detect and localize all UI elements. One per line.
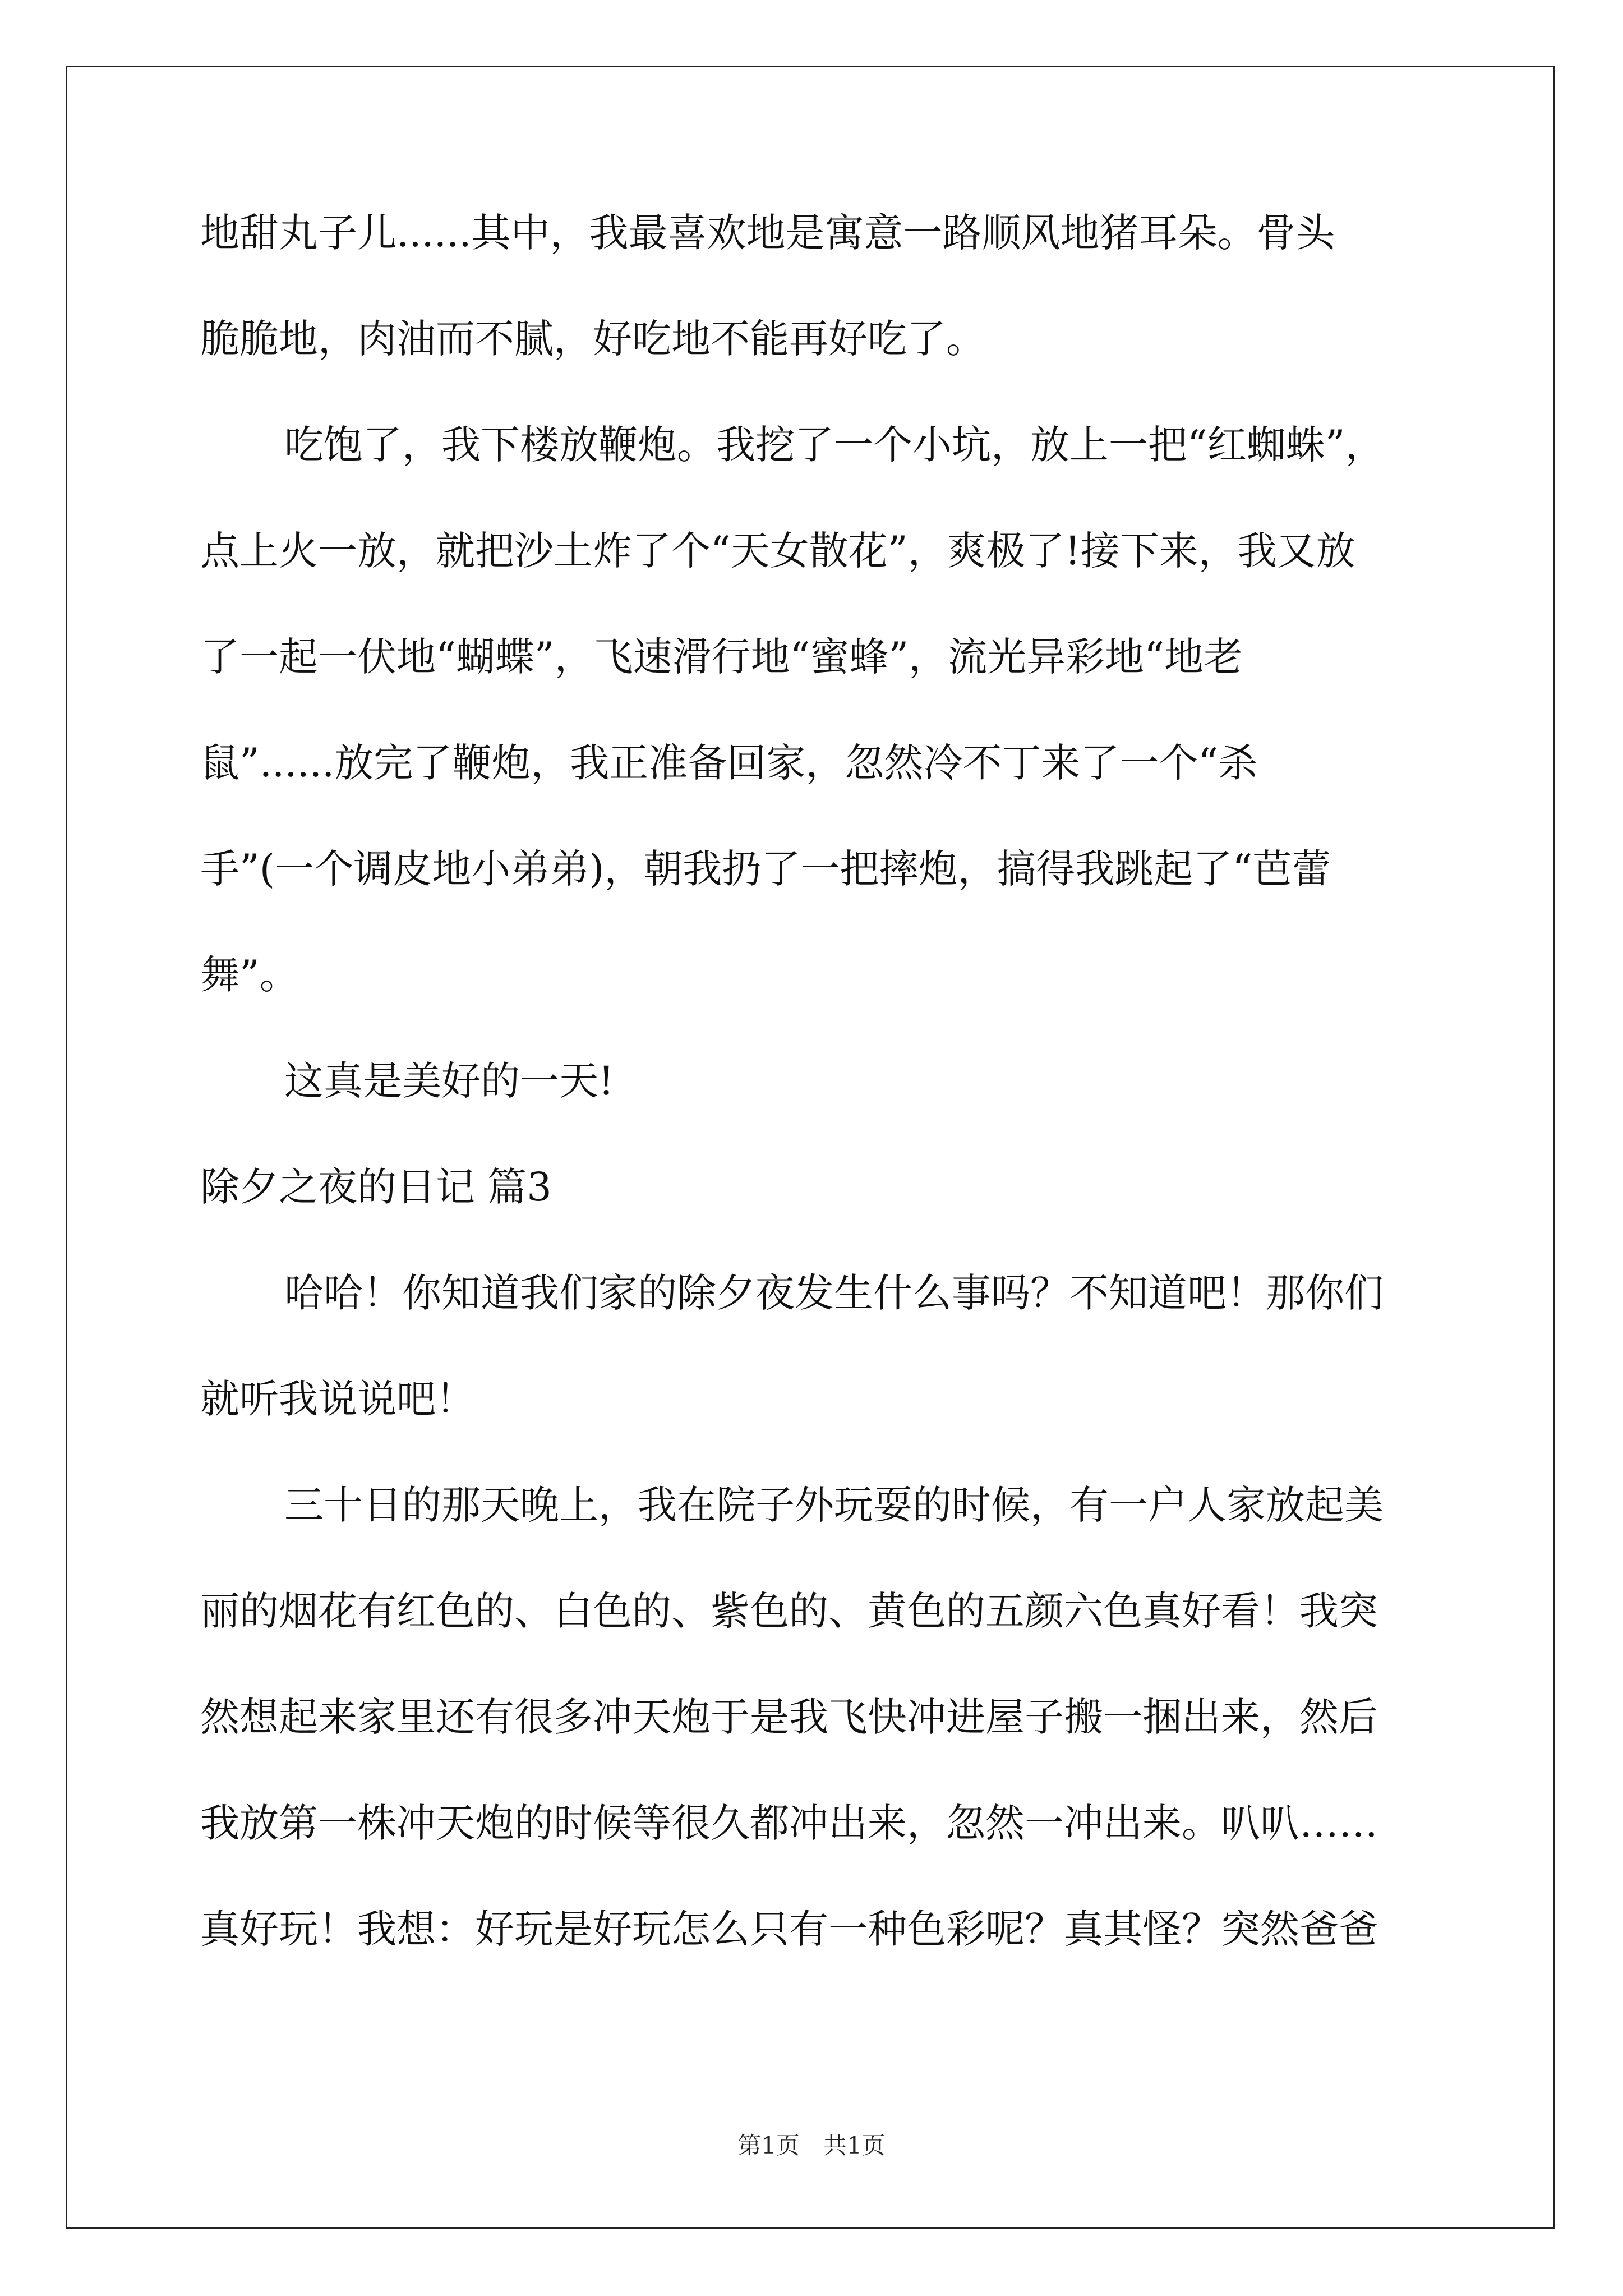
text-line: 哈哈！你知道我们家的除夕夜发生什么事吗？不知道吧！那你们 [284, 1270, 1384, 1316]
text-line: 三十日的那天晚上，我在院子外玩耍的时候，有一户人家放起美 [284, 1482, 1384, 1528]
text-line: 就听我说说吧！ [200, 1376, 475, 1422]
page-number-footer: 第1页 共1页 [737, 2132, 886, 2159]
text-line: 这真是美好的一天! [284, 1058, 615, 1104]
text-line: 手”(一个调皮地小弟弟)，朝我扔了一把摔炮，搞得我跳起了“芭蕾 [200, 846, 1331, 892]
section-heading: 除夕之夜的日记 篇3 [200, 1164, 552, 1210]
text-line: 鼠”......放完了鞭炮，我正准备回家，忽然冷不丁来了一个“杀 [200, 740, 1258, 786]
text-line: 真好玩！我想：好玩是好玩怎么只有一种色彩呢？真其怪？突然爸爸 [200, 1906, 1378, 1952]
text-line: 我放第一株冲天炮的时候等很久都冲出来，忽然一冲出来。叭叭…… [200, 1800, 1378, 1846]
text-line: 舞”。 [200, 952, 299, 998]
text-line: 了一起一伏地“蝴蝶”，飞速滑行地“蜜蜂”，流光异彩地“地老 [200, 634, 1243, 680]
text-line: 吃饱了，我下楼放鞭炮。我挖了一个小坑，放上一把“红蜘蛛”， [284, 422, 1385, 468]
document-body [200, 208, 1428, 2010]
text-line: 然想起来家里还有很多冲天炮于是我飞快冲进屋子搬一捆出来，然后 [200, 1694, 1378, 1740]
text-line: 点上火一放，就把沙土炸了个“天女散花”，爽极了!接下来，我又放 [200, 528, 1355, 574]
text-line: 脆脆地，肉油而不腻，好吃地不能再好吃了。 [200, 316, 985, 362]
text-line: 地甜丸子儿......其中，我最喜欢地是寓意一路顺风地猪耳朵。骨头 [200, 210, 1335, 256]
text-line: 丽的烟花有红色的、白色的、紫色的、黄色的五颜六色真好看！我突 [200, 1588, 1378, 1634]
